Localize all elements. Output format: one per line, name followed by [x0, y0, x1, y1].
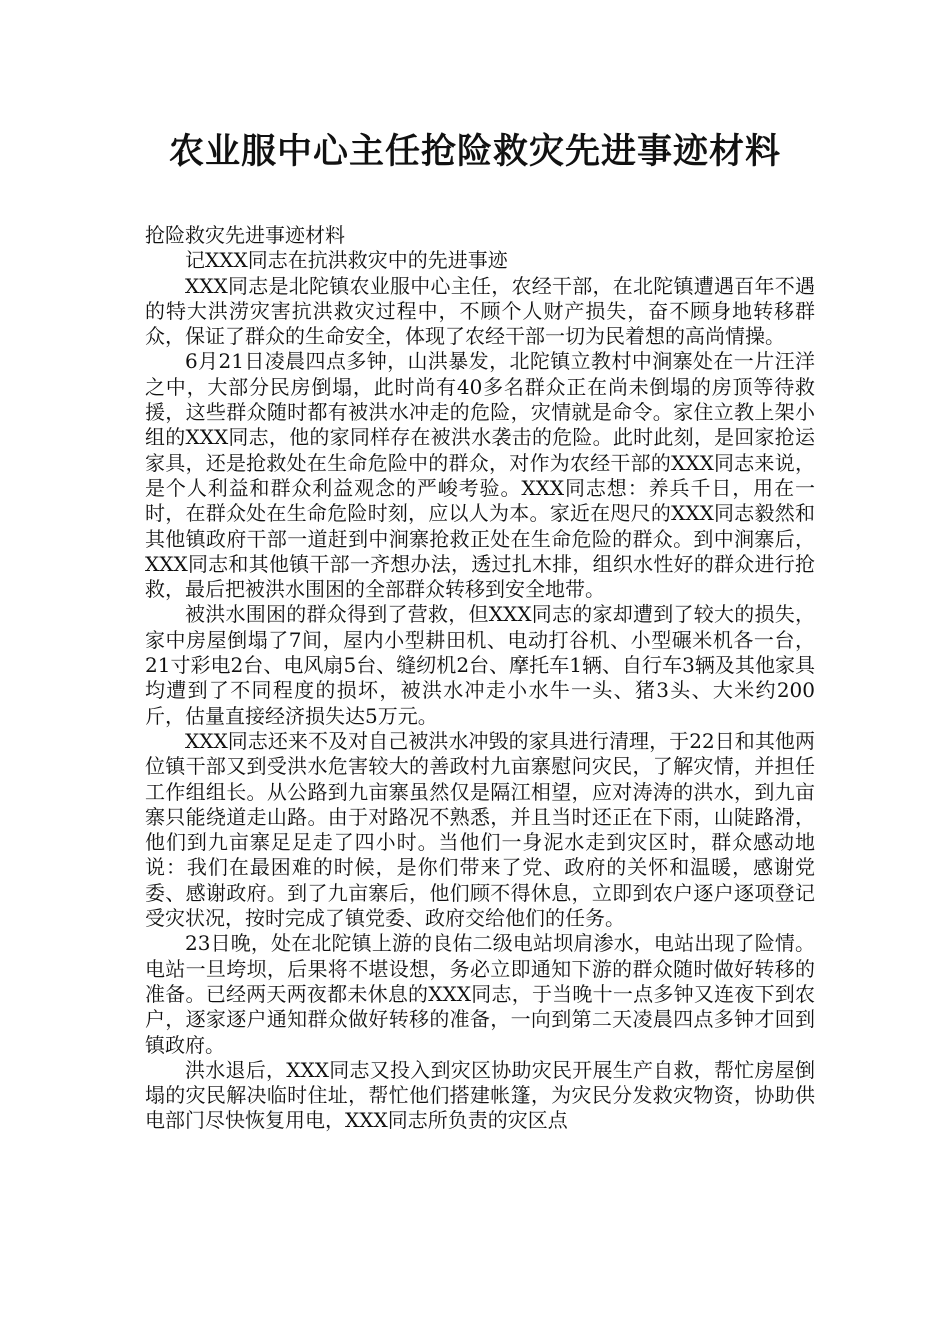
- paragraph-4: XXX同志还来不及对自己被洪水冲毁的家具进行清理，于22日和其他两位镇干部又到受洪水危害较大的善政村九亩寨慰问灾民，了解灾情，并担任工作组组长。从公路到九亩寨虽然仅是隔江相望，应对涛涛的洪水，到九亩寨只能绕道走山路。由于对路况不熟悉，并且当时还正在下雨，山陡路滑，他们到九亩寨足足走了四小时。当他们一身泥水走到灾区时，群众感动地说：我们在最困难的时候，是你们带来了党、政府的关怀和温暖，感谢党委、感谢政府。到了九亩寨后，他们顾不得休息，立即到农户逐户逐项登记受灾状况，按时完成了镇党委、政府交给他们的任务。: [145, 728, 815, 931]
- document-body: [145, 223, 815, 1134]
- document-title: 农业服中心主任抢险救灾先进事迹材料: [168, 132, 781, 172]
- document-subtitle: 抢险救灾先进事迹材料: [145, 223, 345, 247]
- document-heading: 记XXX同志在抗洪救灾中的先进事迹: [185, 248, 508, 273]
- paragraph-2: 6月21日凌晨四点多钟，山洪暴发，北陀镇立教村中涧寨处在一片汪洋之中，大部分民房倒塌，此时尚有40多名群众正在尚未倒塌的房顶等待救援，这些群众随时都有被洪水冲走的危险，灾情就是命令。家住立教上架小组的XXX同志，他的家同样存在被洪水袭击的危险。此时此刻，是回家抢运家具，还是抢救处在生命危险中的群众，对作为农经干部的XXX同志来说，是个人利益和群众利益观念的严峻考验。XXX同志想：养兵千日，用在一时，在群众处在生命危险时刻，应以人为本。家近在咫尺的XXX同志毅然和其他镇政府干部一道赶到中涧寨抢救正处在生命危险的群众。到中涧寨后，XXX同志和其他镇干部一齐想办法，透过扎木排，组织水性好的群众进行抢救，最后把被洪水围困的全部群众转移到安全地带。: [145, 349, 815, 602]
- paragraph-6: 洪水退后，XXX同志又投入到灾区协助灾民开展生产自救，帮忙房屋倒塌的灾民解决临时住址，帮忙他们搭建帐篷，为灾民分发救灾物资，协助供电部门尽快恢复用电，XXX同志所负责的灾区点: [145, 1057, 815, 1133]
- paragraph-1: XXX同志是北陀镇农业服中心主任，农经干部，在北陀镇遭遇百年不遇的特大洪涝灾害抗洪救灾过程中，不顾个人财产损失，奋不顾身地转移群众，保证了群众的生命安全，体现了农经干部一切为民着想的高尚情操。: [145, 273, 815, 349]
- paragraph-3: 被洪水围困的群众得到了营救，但XXX同志的家却遭到了较大的损失，家中房屋倒塌了7间，屋内小型耕田机、电动打谷机、小型碾米机各一台，21寸彩电2台、电风扇5台、缝纫机2台、摩托车1辆、自行车3辆及其他家具均遭到了不同程度的损坏，被洪水冲走小水牛一头、猪3头、大米约200斤，估量直接经济损失达5万元。: [145, 602, 815, 728]
- paragraph-5: 23日晚，处在北陀镇上游的良佑二级电站坝肩渗水，电站出现了险情。电站一旦垮坝，后果将不堪设想，务必立即通知下游的群众随时做好转移的准备。已经两天两夜都未休息的XXX同志，于当晚十一点多钟又连夜下到农户，逐家逐户通知群众做好转移的准备，一向到第二天凌晨四点多钟才回到镇政府。: [145, 931, 815, 1057]
